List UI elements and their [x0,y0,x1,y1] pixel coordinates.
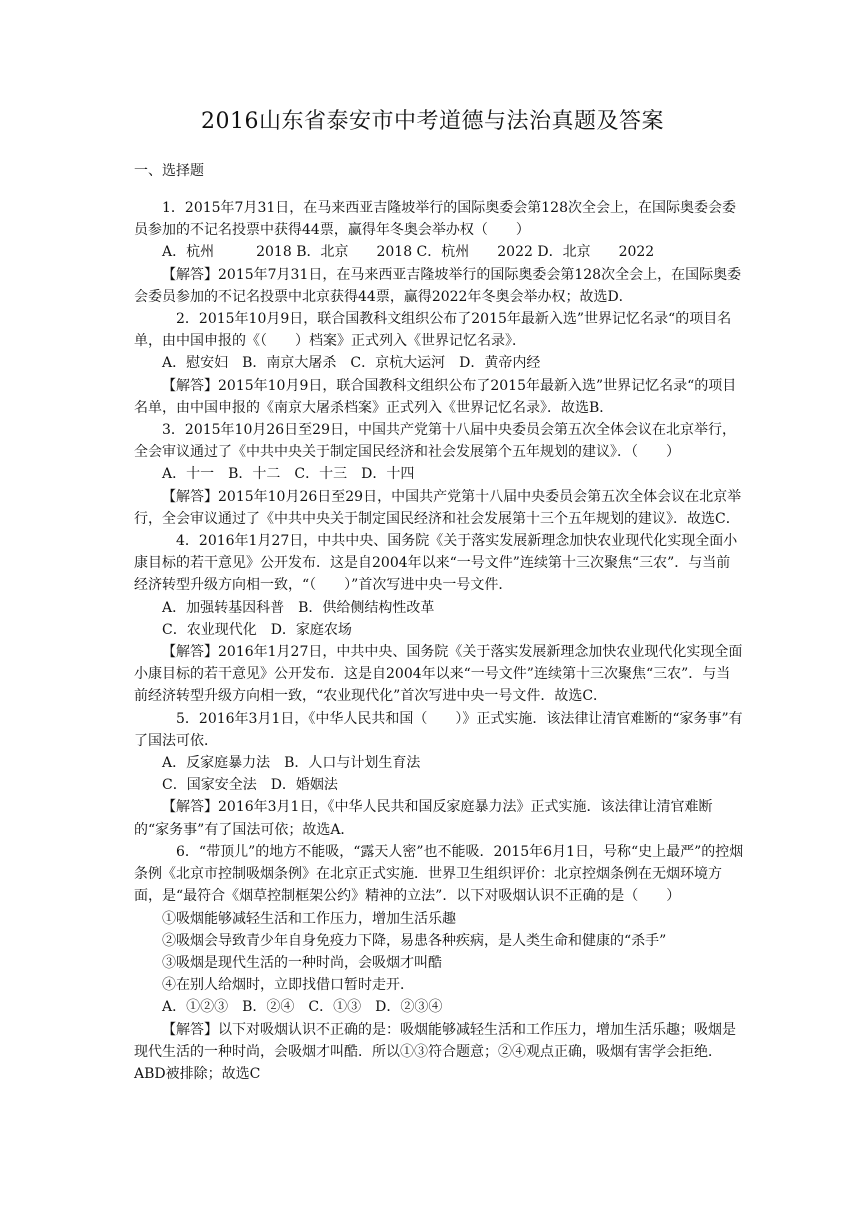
question-6-item-4: ④在别人给烟时，立即找借口暂时走开． [162,977,414,994]
question-5-options-row-2: C．国家安全法 D．婚姻法 [162,777,338,794]
question-1-options: A．杭州 2018 B．北京 2018 C．杭州 2022 D．北京 2022 [162,244,655,261]
document-title: 2016山东省泰安市中考道德与法治真题及答案 [201,109,664,134]
question-3-options: A．十一 B．十二 C．十三 D．十四 [162,466,415,483]
question-1-stem: 1．2015年7月31日，在马来西亚吉隆坡举行的国际奥委会第128次全会上，在国际奥委会委员参加的不记名投票中获得44票，赢得年冬奥会举办权（ ） [134,200,736,239]
section-heading: 一、选择题 [134,163,204,179]
question-6-answer: 【解答】以下对吸烟认识不正确的是：吸烟能够减轻生活和工作压力，增加生活乐趣；吸烟是现代生活的一种时尚，会吸烟才叫酷．所以①③符合题意；②④观点正确，吸烟有害学会拒绝．ABD被排除；故选C [134,1021,736,1082]
question-1-answer: 【解答】2015年7月31日，在马来西亚吉隆坡举行的国际奥委会第128次全会上，在国际奥委会委员参加的不记名投票中北京获得44票，赢得2022年冬奥会举办权；故选D． [134,266,742,305]
question-6-item-2: ②吸烟会导致青少年自身免疫力下降，易患各种疾病，是人类生命和健康的“杀手” [162,932,667,949]
question-2-options: A．慰安妇 B．南京大屠杀 C．京杭大运河 D．黄帝内经 [162,355,541,372]
question-2-stem: 2．2015年10月9日，联合国教科文组织公布了2015年最新入选”世界记忆名录“的项目名单，由中国申报的《（ ）档案》正式列入《世界记忆名录》． [134,311,732,350]
question-6-item-3: ③吸烟是现代生活的一种时尚，会吸烟才叫酷 [162,954,442,971]
question-4-stem: 4．2016年1月27日，中共中央、国务院《关于落实发展新理念加快农业现代化实现全面小康目标的若干意见》公开发布．这是自2004年以来“一号文件”连续第十三次聚焦“三农”．与当前经济转型升级方向相一致，“（ ）”首次写进中央一号文件． [134,533,738,594]
question-6-item-1: ①吸烟能够减轻生活和工作压力，增加生活乐趣 [162,910,456,927]
question-4-options-row-1: A．加强转基因科普 B．供给侧结构性改革 [162,599,435,616]
question-4-options-row-2: C．农业现代化 D．家庭农场 [162,621,352,638]
question-5-answer: 【解答】2016年3月1日，《中华人民共和国反家庭暴力法》正式实施．该法律让清官难断的“家务事”有了国法可依；故选A． [134,799,713,838]
document-body [134,197,744,1085]
question-5-stem: 5．2016年3月1日，《中华人民共和国（ ）》正式实施．该法律让清官难断的“家务事”有了国法可依． [134,710,743,749]
question-3-answer: 【解答】2015年10月26日至29日，中国共产党第十八届中央委员会第五次全体会议在北京举行，全会审议通过了《中共中央关于制定国民经济和社会发展第十三个五年规划的建议》．故选C． [134,488,742,527]
question-6-stem: 6．“带顶儿”的地方不能吸，“露天人密”也不能吸．2015年6月1日，号称“史上最严”的控烟条例《北京市控制吸烟条例》在北京正式实施．世界卫生组织评价：北京控烟条例在无烟环境方面，是“最符合《烟草控制框架公约》精神的立法”．以下对吸烟认识不正确的是（ ） [134,843,744,905]
question-5-options-row-1: A．反家庭暴力法 B．人口与计划生育法 [162,755,421,772]
question-6-options: A．①②③ B．②④ C．①③ D．②③④ [162,999,443,1016]
question-2-answer: 【解答】2015年10月9日，联合国教科文组织公布了2015年最新入选”世界记忆名录“的项目名单，由中国申报的《南京大屠杀档案》正式列入《世界记忆名录》．故选B． [134,377,737,416]
question-3-stem: 3．2015年10月26日至29日，中国共产党第十八届中央委员会第五次全体会议在北京举行，全会审议通过了《中共中央关于制定国民经济和社会发展第个五年规划的建议》．（ ） [134,422,736,461]
question-4-answer: 【解答】2016年1月27日，中共中央、国务院《关于落实发展新理念加快农业现代化实现全面小康目标的若干意见》公开发布．这是自2004年以来“一号文件”连续第十三次聚焦“三农”．与当前经济转型升级方向相一致，“农业现代化”首次写进中央一号文件．故选C． [134,644,743,705]
